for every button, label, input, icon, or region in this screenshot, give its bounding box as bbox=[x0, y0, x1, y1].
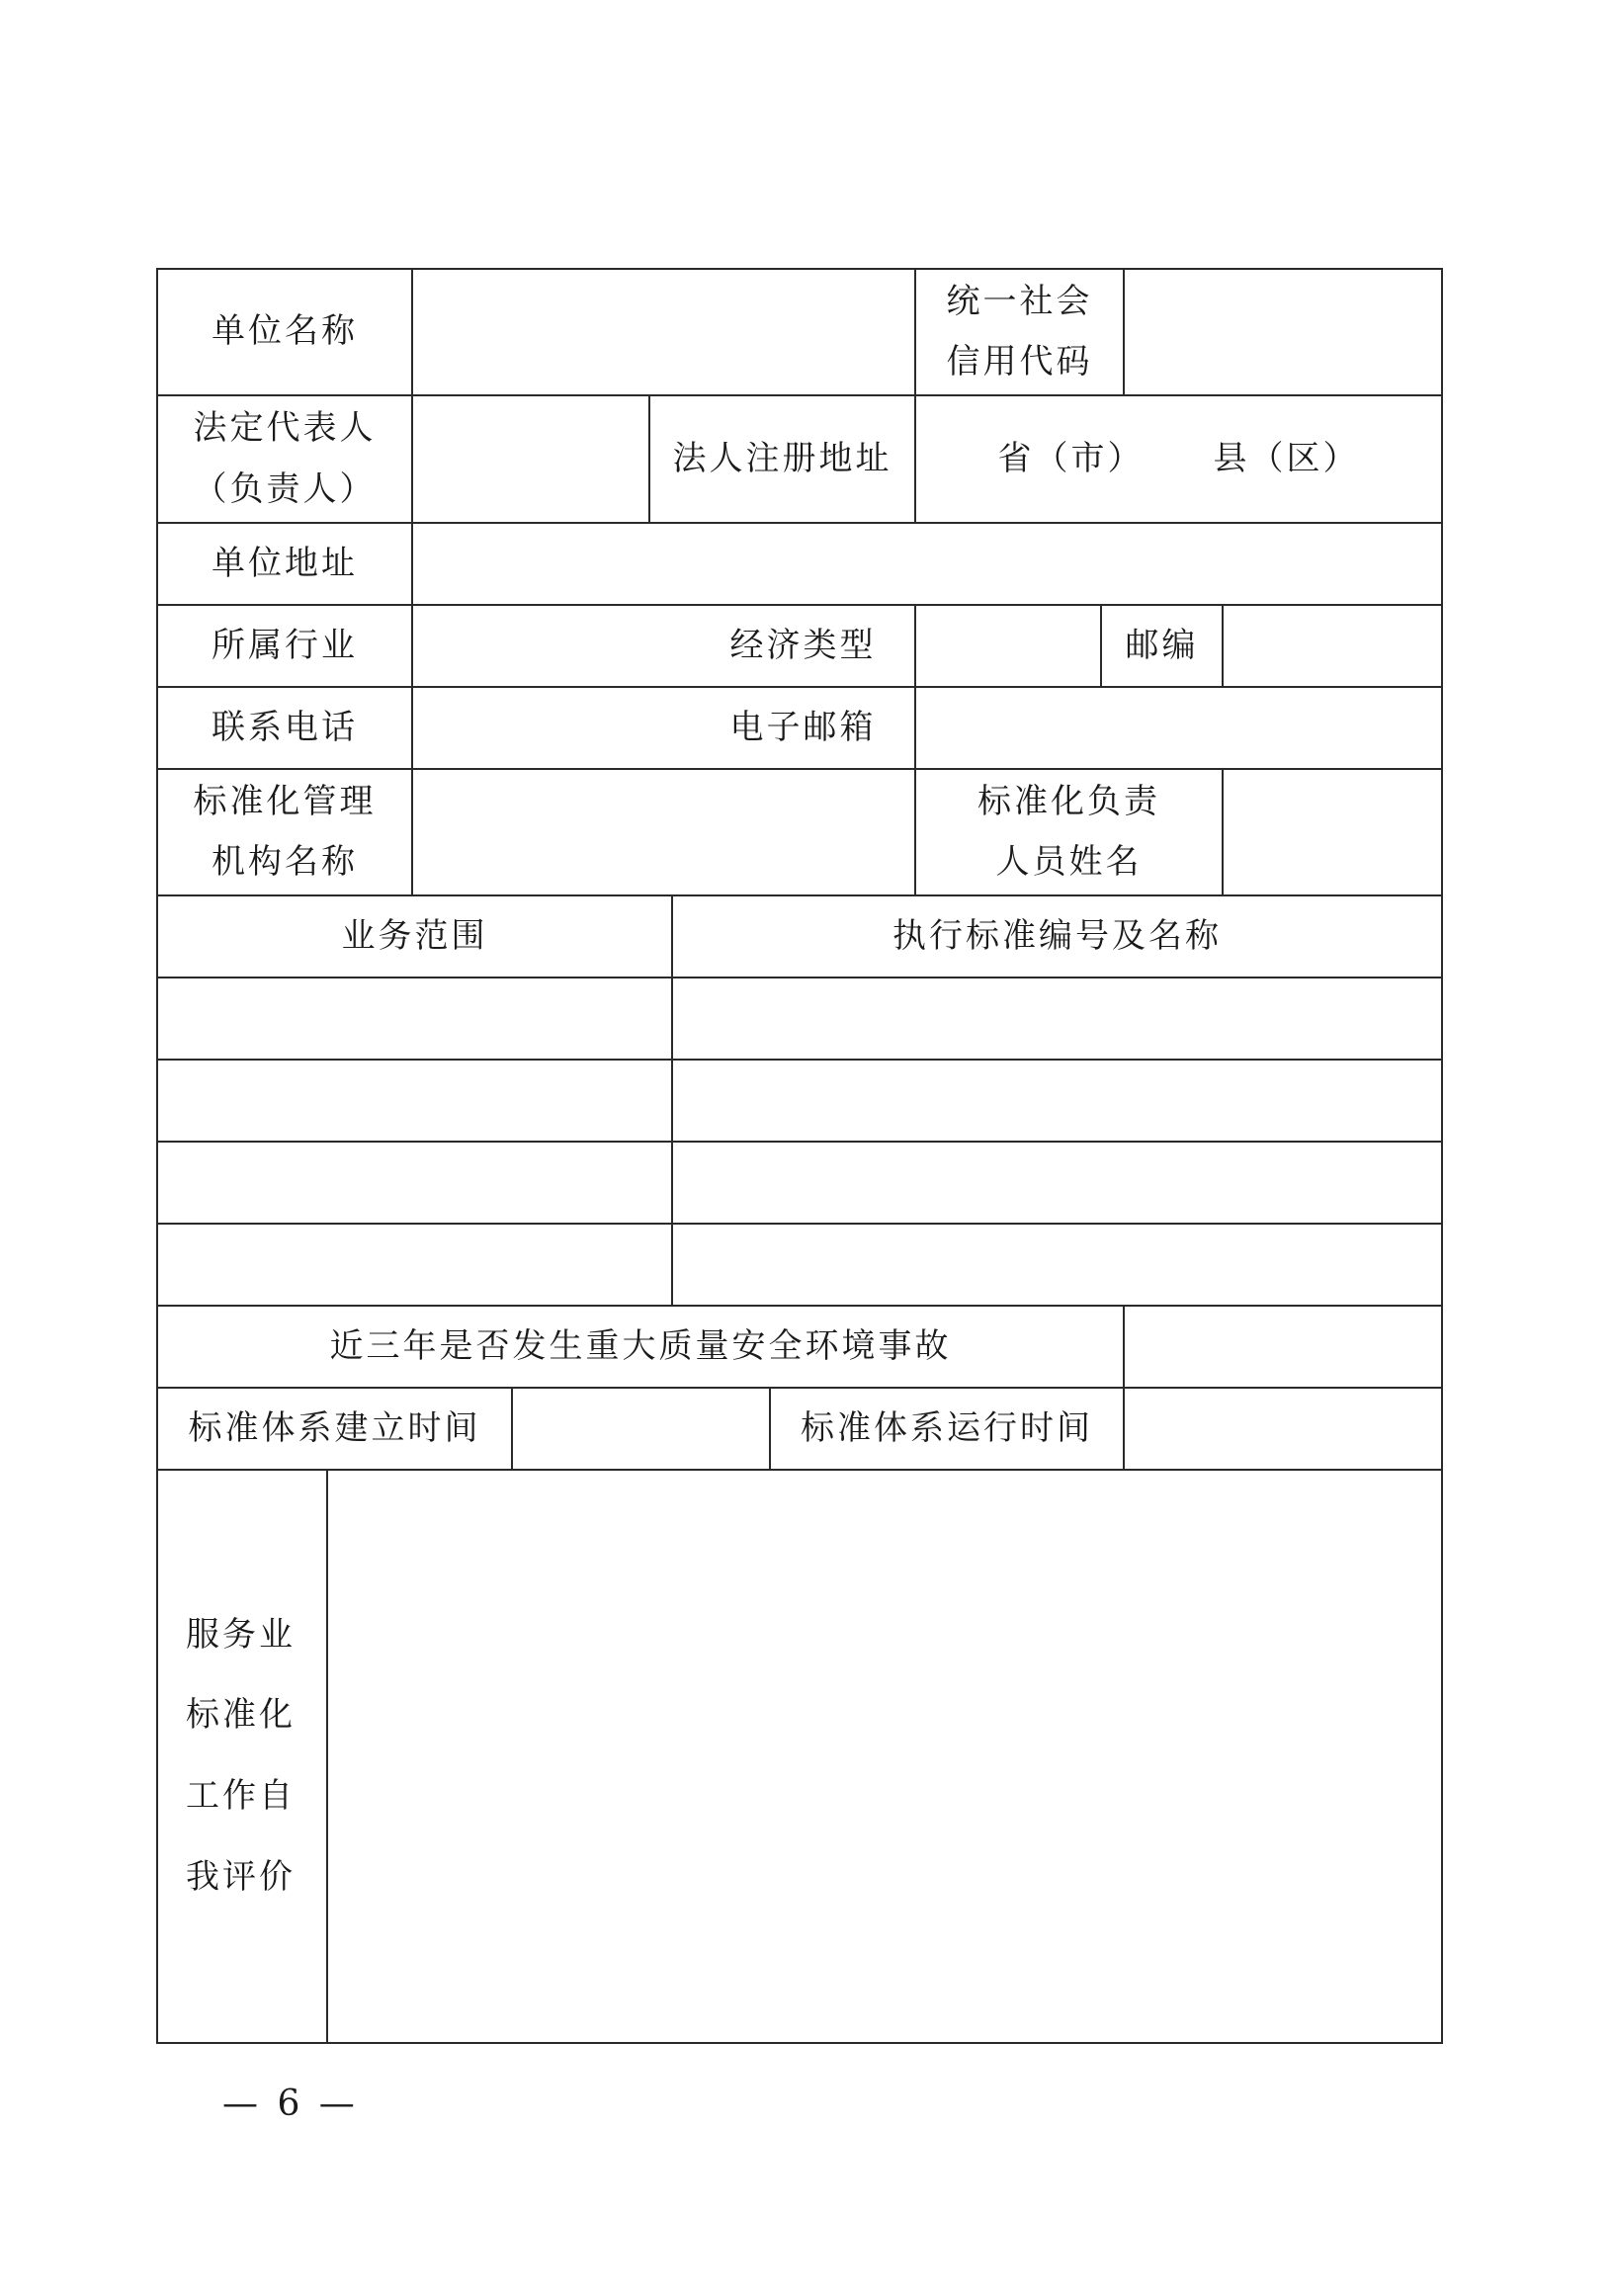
legal-rep-line2: （负责人） bbox=[193, 468, 377, 509]
std-org-field[interactable] bbox=[413, 770, 916, 896]
postcode-label bbox=[1102, 606, 1224, 688]
business-scope-header bbox=[158, 896, 673, 978]
standards-row-2[interactable] bbox=[673, 1061, 1441, 1143]
legal-address-text: 法人注册地址 bbox=[672, 438, 892, 478]
industry-label bbox=[158, 606, 413, 688]
run-time-text: 标准体系运行时间 bbox=[801, 1407, 1093, 1448]
unit-address-text: 单位地址 bbox=[212, 543, 358, 583]
postcode-text: 邮编 bbox=[1125, 625, 1199, 665]
province-text: 省（市） bbox=[997, 438, 1145, 478]
email-text: 电子邮箱 bbox=[729, 707, 877, 747]
legal-rep-line1: 法定代表人 bbox=[193, 408, 377, 449]
self-eval-line4: 我评价 bbox=[186, 1856, 296, 1897]
legal-rep-label bbox=[158, 396, 413, 524]
legal-address-field[interactable] bbox=[916, 396, 1441, 524]
business-scope-row-2[interactable] bbox=[158, 1061, 673, 1143]
industry-text: 所属行业 bbox=[212, 625, 358, 665]
email-field[interactable] bbox=[916, 688, 1441, 770]
std-person-field[interactable] bbox=[1224, 770, 1441, 896]
accident-field[interactable] bbox=[1125, 1307, 1441, 1389]
business-scope-text: 业务范围 bbox=[341, 915, 488, 956]
standards-row-4[interactable] bbox=[673, 1225, 1441, 1307]
economic-type-text: 经济类型 bbox=[729, 625, 877, 665]
postcode-field[interactable] bbox=[1224, 606, 1441, 688]
business-scope-row-4[interactable] bbox=[158, 1225, 673, 1307]
std-person-label bbox=[916, 770, 1224, 896]
county-text: 县（区） bbox=[1213, 438, 1360, 478]
run-time-field[interactable] bbox=[1125, 1389, 1441, 1471]
unit-name-field[interactable] bbox=[413, 270, 916, 396]
run-time-label bbox=[771, 1389, 1125, 1471]
std-person-line2: 人员姓名 bbox=[995, 842, 1143, 882]
accident-text: 近三年是否发生重大质量安全环境事故 bbox=[329, 1325, 952, 1366]
unit-name-label bbox=[158, 270, 413, 396]
business-scope-row-1[interactable] bbox=[158, 978, 673, 1061]
business-scope-row-3[interactable] bbox=[158, 1143, 673, 1225]
standards-header bbox=[673, 896, 1441, 978]
std-org-label bbox=[158, 770, 413, 896]
build-time-text: 标准体系建立时间 bbox=[188, 1407, 481, 1448]
page-number: — 6 — bbox=[222, 2083, 359, 2124]
self-eval-line1: 服务业 bbox=[186, 1614, 296, 1655]
economic-type-field[interactable] bbox=[916, 606, 1102, 688]
self-eval-label bbox=[158, 1471, 328, 2042]
credit-code-label bbox=[916, 270, 1125, 396]
std-org-line2: 机构名称 bbox=[212, 842, 358, 882]
phone-text: 联系电话 bbox=[212, 707, 358, 747]
standards-row-3[interactable] bbox=[673, 1143, 1441, 1225]
credit-code-line1: 统一社会 bbox=[946, 281, 1093, 321]
standards-text: 执行标准编号及名称 bbox=[892, 915, 1222, 956]
self-eval-line2: 标准化 bbox=[186, 1695, 296, 1736]
legal-rep-field[interactable] bbox=[413, 396, 650, 524]
self-eval-field[interactable] bbox=[328, 1471, 1441, 2042]
registration-form bbox=[156, 268, 1443, 2044]
unit-address-label bbox=[158, 524, 413, 606]
economic-type-label bbox=[692, 606, 916, 688]
email-label bbox=[692, 688, 916, 770]
legal-address-label bbox=[650, 396, 916, 524]
credit-code-field[interactable] bbox=[1125, 270, 1441, 396]
std-person-line1: 标准化负责 bbox=[977, 781, 1160, 821]
std-org-line1: 标准化管理 bbox=[193, 781, 377, 821]
build-time-label bbox=[158, 1389, 513, 1471]
accident-label bbox=[158, 1307, 1125, 1389]
unit-name-text: 单位名称 bbox=[212, 311, 358, 352]
build-time-field[interactable] bbox=[513, 1389, 771, 1471]
phone-label bbox=[158, 688, 413, 770]
credit-code-line2: 信用代码 bbox=[946, 342, 1093, 382]
standards-row-1[interactable] bbox=[673, 978, 1441, 1061]
unit-address-field[interactable] bbox=[413, 524, 1441, 606]
self-eval-line3: 工作自 bbox=[186, 1776, 296, 1816]
